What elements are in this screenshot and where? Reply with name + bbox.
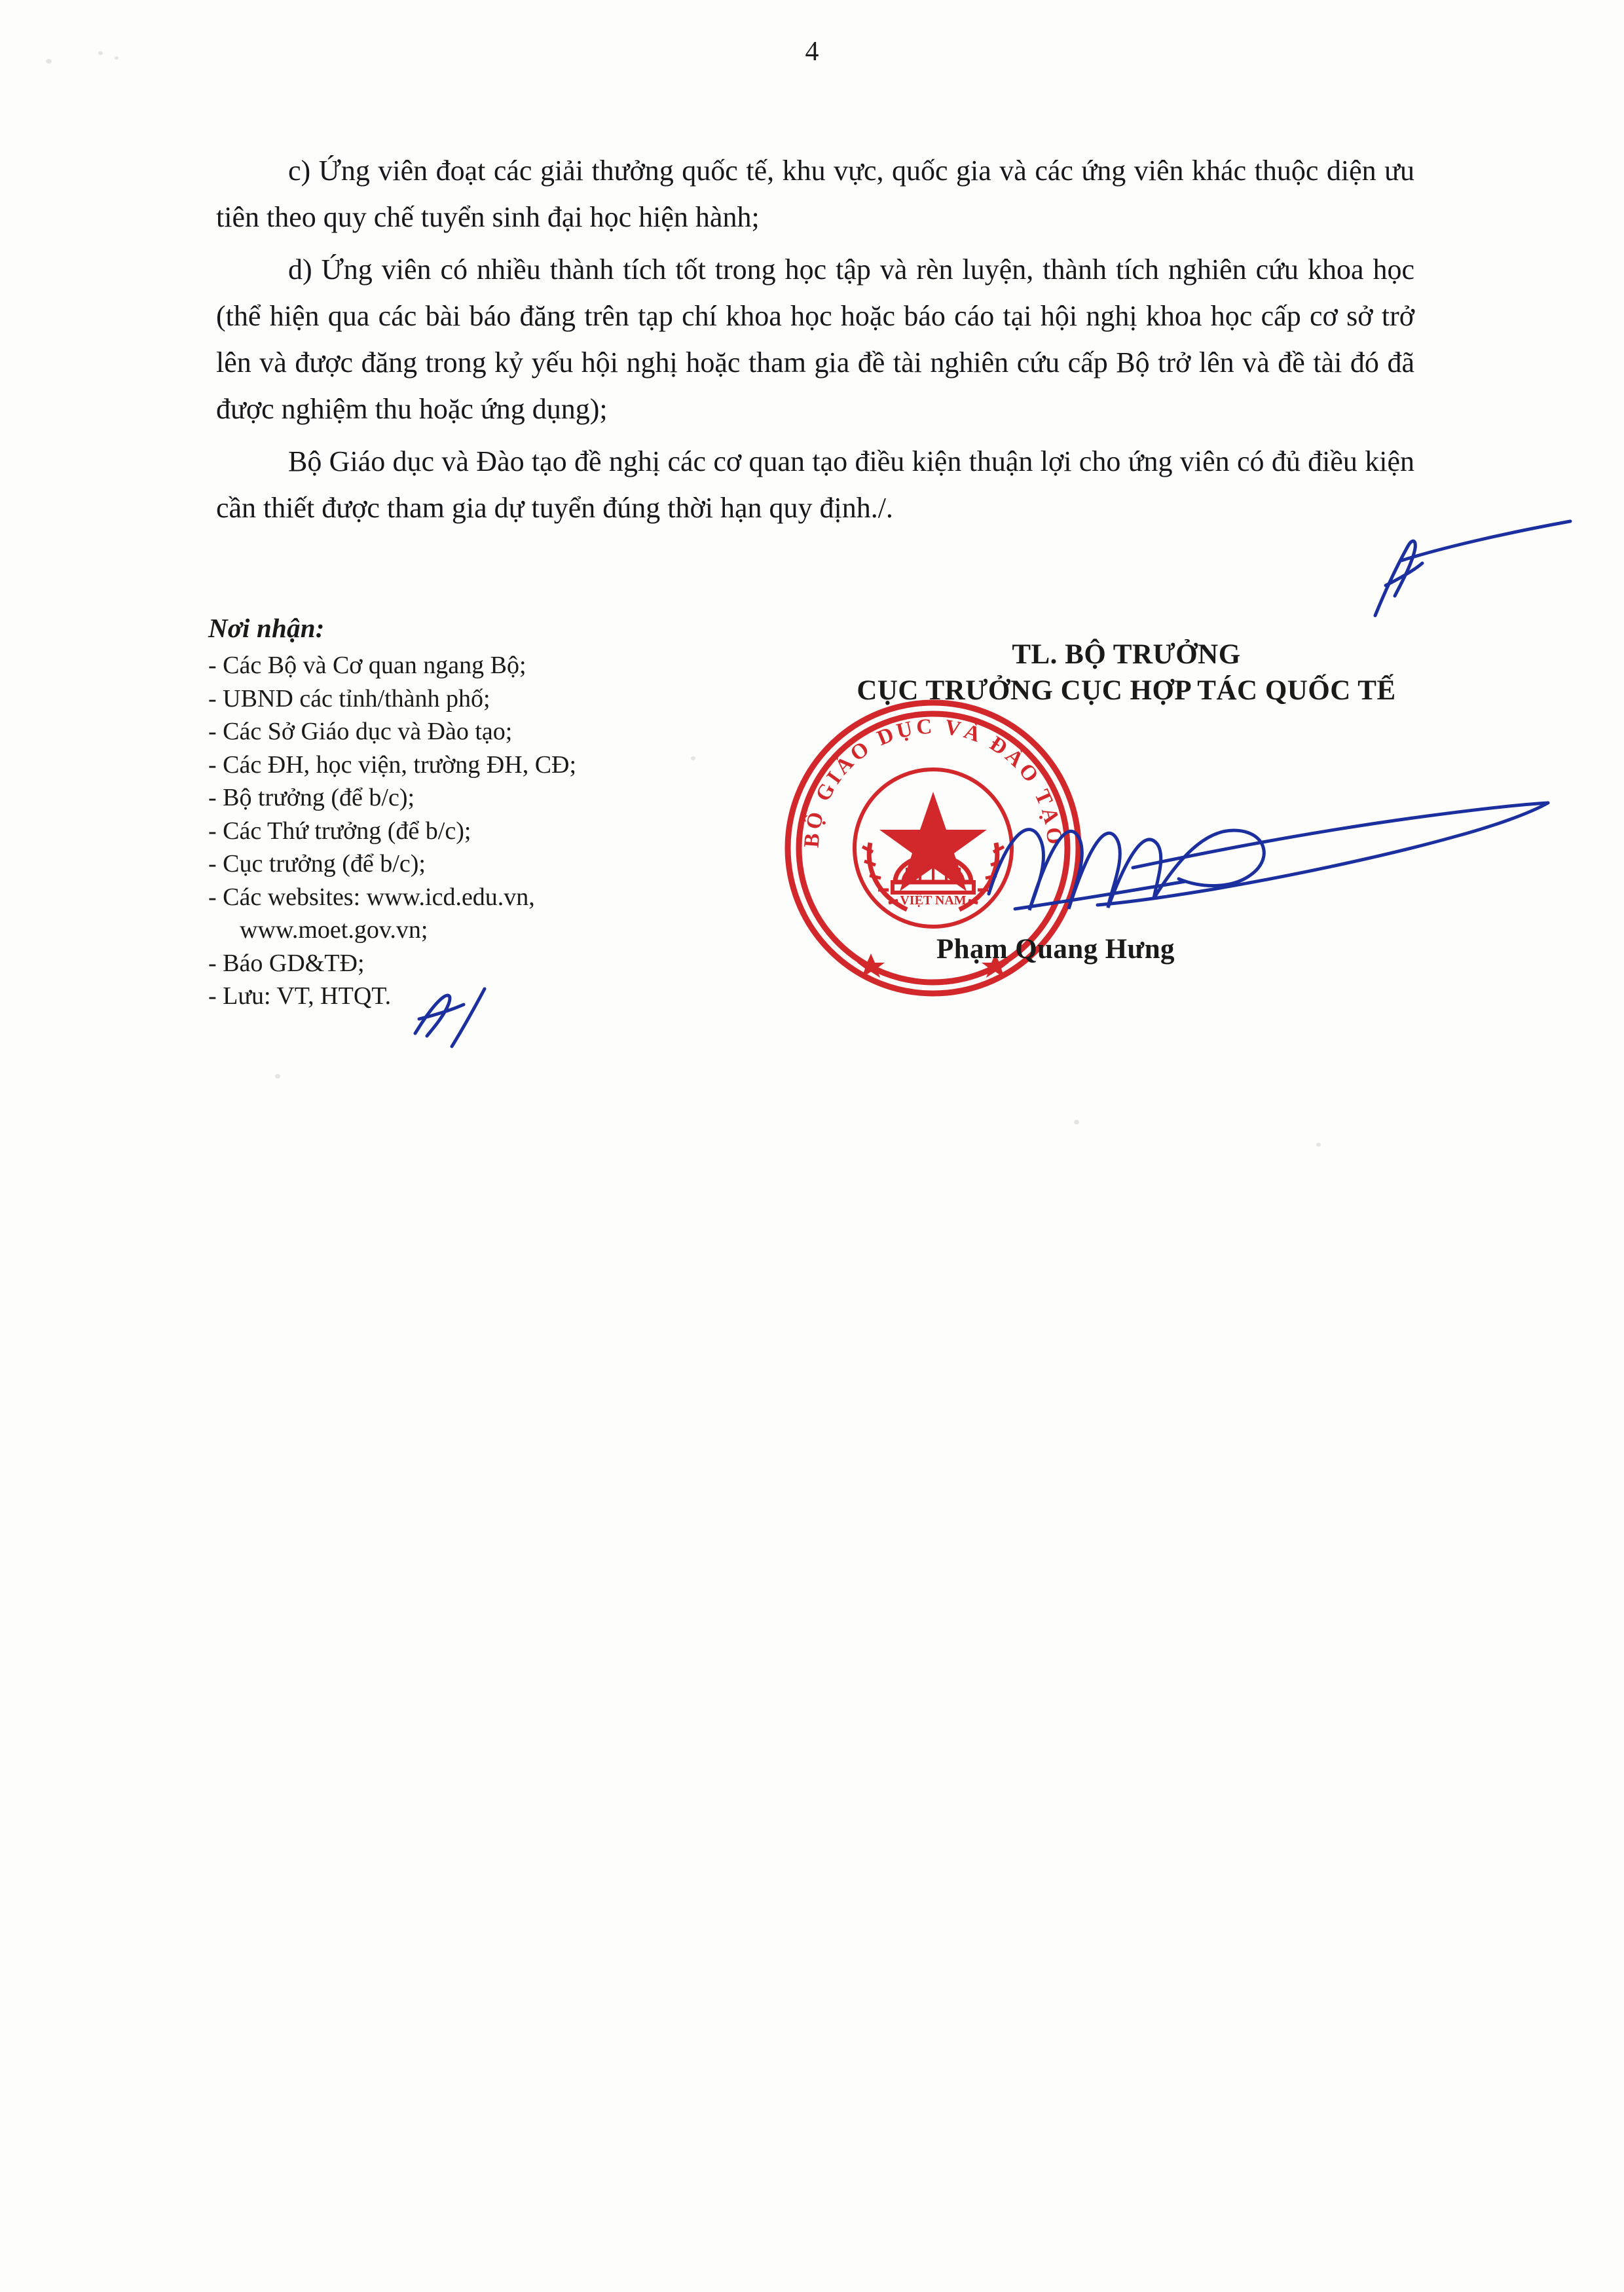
paragraph-c: c) Ứng viên đoạt các giải thưởng quốc tế, khu vực, quốc gia và các ứng viên khác thuộc diện ưu tiên theo quy chế tuyển sinh đại học hiện hành; [216, 155, 1414, 234]
signer-name: Phạm Quang Hưng [936, 934, 1175, 965]
document-body [216, 147, 1414, 536]
recipients-title: Nơi nhận: [208, 613, 325, 643]
list-item: - Lưu: VT, HTQT. [208, 982, 392, 1010]
scan-speck [275, 1074, 280, 1079]
signature-title-line1: TL. BỘ TRƯỞNG [1012, 639, 1241, 670]
svg-text:VIỆT NAM: VIỆT NAM [900, 893, 967, 908]
paragraph-closing: Bộ Giáo dục và Đào tạo đề nghị các cơ quan tạo điều kiện thuận lợi cho ứng viên có đủ điều kiện cần thiết được tham gia dự tuyển đúng thời hạn quy định./. [216, 445, 1414, 524]
list-item: - UBND các tỉnh/thành phố; [208, 684, 490, 712]
list-item: - Các Sở Giáo dục và Đào tạo; [208, 718, 513, 746]
page-number: 4 [805, 37, 819, 67]
list-item: - Báo GD&TĐ; [208, 949, 365, 977]
scan-speck [1316, 1143, 1321, 1147]
list-item: www.moet.gov.vn; [240, 916, 428, 944]
scan-speck [1074, 1120, 1079, 1124]
paragraph-d: d) Ứng viên có nhiều thành tích tốt trong học tập và rèn luyện, thành tích nghiên cứu khoa học (thể hiện qua các bài báo đăng trên tạp chí khoa học hoặc báo cáo tại hội nghị khoa học cấp cơ sở trở lên và được đăng trong kỷ yếu hội nghị hoặc tham gia đề tài nghiên cứu cấp Bộ trở lên và đề tài đó đã được nghiệm thu hoặc ứng dụng); [216, 253, 1414, 426]
list-item: - Các websites: www.icd.edu.vn, [208, 883, 535, 911]
list-item: - Các Bộ và Cơ quan ngang Bộ; [208, 652, 526, 679]
list-item: - Cục trưởng (để b/c); [208, 850, 426, 878]
signature-title-line2: CỤC TRƯỞNG CỤC HỢP TÁC QUỐC TẾ [857, 675, 1396, 706]
list-item: - Các ĐH, học viện, trường ĐH, CĐ; [208, 750, 577, 779]
svg-text:BỘ GIÁO DỤC VÀ ĐÀO TẠO: BỘ GIÁO DỤC VÀ ĐÀO TẠO [800, 714, 1067, 849]
list-item: - Bộ trưởng (để b/c); [208, 784, 415, 812]
list-item: - Các Thứ trưởng (để b/c); [208, 817, 471, 845]
